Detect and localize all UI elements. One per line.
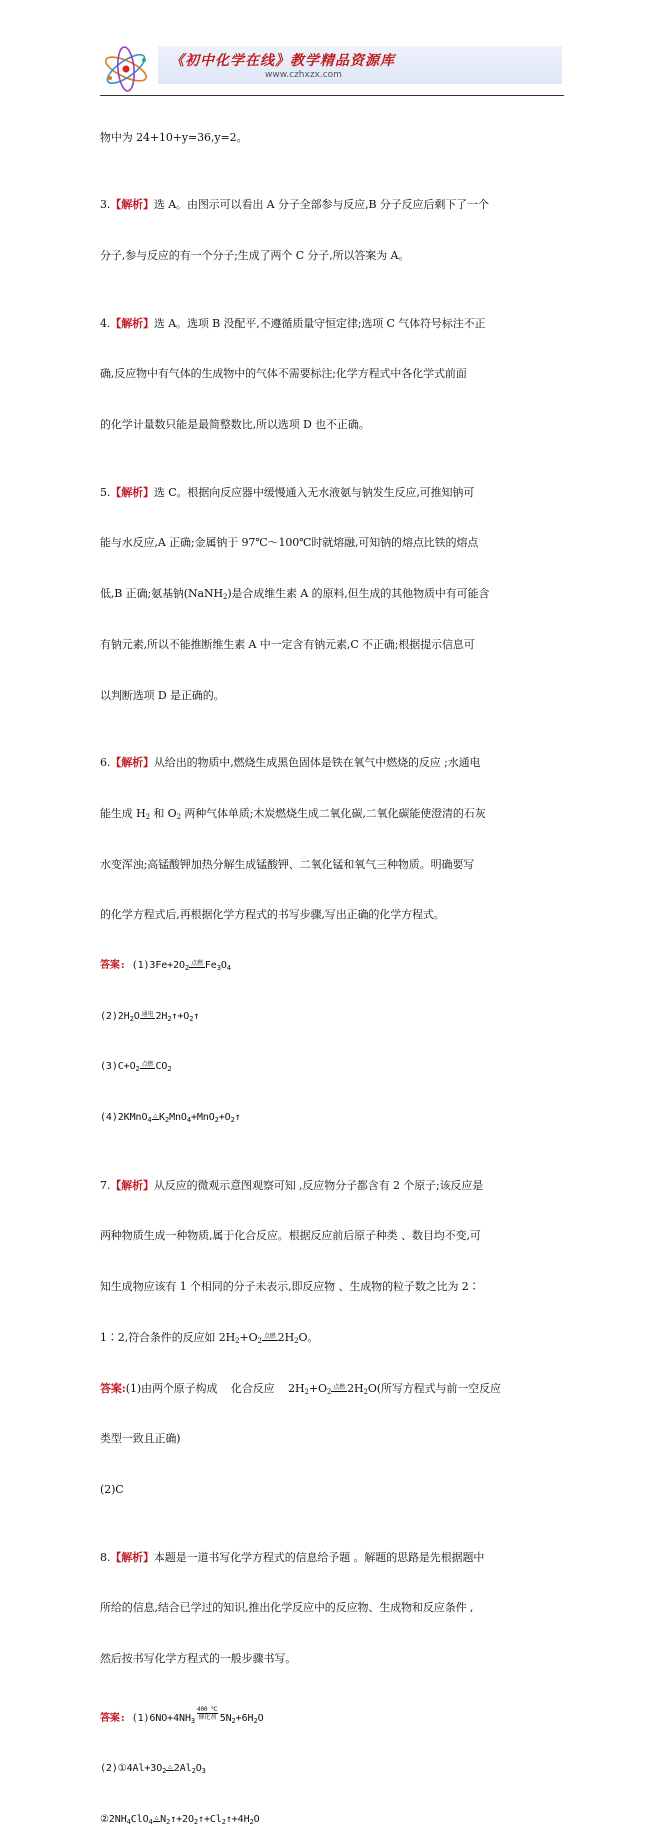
reaction-condition: △ (154, 1814, 159, 1822)
analysis-tag: 【解析】 (110, 756, 154, 770)
q6-answer-4: (4)2KMnO$_4$△ $K_2MnO_4+MnO_2+O_2↑$ (100, 1112, 241, 1125)
text-line: 所给的信息,结合已学过的知识,推出化学反应中的反应物、生成物和反应条件 , (100, 1601, 474, 1615)
site-title: 《初中化学在线》教学精品资源库 (170, 53, 395, 69)
text-line: 能生成 $H_2$ 和 $O_2$ 两种气体单质;木炭燃烧生成二氧化碳,二氧化碳能使澄清的石灰 (100, 806, 486, 821)
reaction-condition: 通电 (141, 1010, 154, 1018)
text-line: 的化学计量数只能是最简整数比,所以选项 D 也不正确。 (100, 418, 370, 432)
text-line: 低,B 正确;氨基钠(NaNH$_2$)是合成维生素 A 的原料,但生成的其他物质中有可能含 (100, 587, 490, 602)
text-line: 确,反应物中有气体的生成物中的气体不需要标注;化学方程式中各化学式前面 (100, 367, 467, 381)
reaction-condition: △ (168, 1763, 172, 1771)
reaction-condition: 点燃 (191, 959, 203, 967)
text-line: 知生成物应该有 1 个相同的分子未表示,即反应物 、生成物的粒子数之比为 2∶ (100, 1280, 480, 1294)
q7-answer-1: 答案:(1)由两个原子构成 化合反应 $2H_2+O_2$点燃 $2H_2O$(所写方程式与前一空反应 (100, 1381, 501, 1396)
answer-label: 答案: (100, 959, 126, 971)
text-line: 物中为 24+10+y=36,y=2。 (100, 130, 248, 144)
q3-line: 3.【解析】选 A。由图示可以看出 A 分子全部参与反应,B 分子反应后剩下了一个 (100, 198, 489, 212)
q6-answer-1: 答案: $(1)3Fe+2O_2$点燃 $Fe_3O_4$ (100, 959, 231, 972)
q7-line: 7.【解析】从反应的微观示意图观察可知 ,反应物分子都含有 2 个原子;该反应是 (100, 1178, 484, 1192)
text-line: 两种物质生成一种物质,属于化合反应。根据反应前后原子种类 、数目均不变,可 (100, 1229, 481, 1243)
analysis-tag: 【解析】 (110, 1550, 154, 1564)
q5-line: 5.【解析】选 C。根据向反应器中缓慢通入无水液氨与钠发生反应,可推知钠可 (100, 485, 475, 499)
q6-answer-3: $(3)C+O_2$点燃 $CO_2$ (100, 1061, 172, 1074)
text-line: 然后按书写化学方程式的一般步骤书写。 (100, 1651, 297, 1665)
text-line: 类型一致且正确) (100, 1432, 181, 1446)
text-line: 能与水反应,A 正确;金属钠于 97℃～100℃时就熔融,可知钠的熔点比铁的熔点 (100, 536, 479, 550)
q8-answer-1: 答案: $(1)6NO+4NH_3$ 400 ℃ 催化剂 $5N_2+6H_2O$ (100, 1705, 264, 1725)
site-url: www.czhxzx.com (265, 70, 342, 80)
q6-line: 6.【解析】从给出的物质中,燃烧生成黑色固体是铁在氧气中燃烧的反应 ;水通电 (100, 756, 481, 770)
text-line: 有钠元素,所以不能推断维生素 A 中一定含有钠元素,C 不正确;根据提示信息可 (100, 637, 475, 651)
q8-line: 8.【解析】本题是一道书写化学方程式的信息给予题 。解题的思路是先根据题中 (100, 1550, 485, 1564)
reaction-condition: 点燃 (263, 1332, 276, 1340)
text-line: 分子,参与反应的有一个分子;生成了两个 C 分子,所以答案为 A。 (100, 249, 410, 263)
text-line: 以判断选项 D 是正确的。 (100, 688, 225, 702)
solution-text (100, 96, 565, 1846)
answer-label: 答案: (100, 1712, 126, 1724)
text-line: 的化学方程式后,再根据化学方程式的书写步骤,写出正确的化学方程式。 (100, 908, 445, 922)
q8-answer-3: $②2NH_4ClO_4\triangle$ $N_2↑+2O_2↑+Cl_2↑+4H_2O$ (100, 1814, 260, 1827)
analysis-tag: 【解析】 (110, 316, 154, 330)
analysis-tag: 【解析】 (110, 485, 154, 499)
answer-label: 答案: (100, 1381, 126, 1395)
q4-line: 4.【解析】选 A。选项 B 没配平,不遵循质量守恒定律;选项 C 气体符号标注不正 (100, 316, 486, 330)
reaction-condition: 点燃 (333, 1383, 346, 1391)
reaction-condition: △ (153, 1112, 158, 1120)
atom-logo-icon (100, 46, 152, 92)
reaction-condition: 点燃 (141, 1061, 154, 1069)
text-line: 水变浑浊;高锰酸钾加热分解生成锰酸钾、二氧化锰和氧气三种物质。明确要写 (100, 857, 475, 871)
analysis-tag: 【解析】 (110, 198, 154, 212)
q7-answer-2: (2)C (100, 1482, 124, 1496)
page-header (100, 44, 563, 94)
text-line: 1∶2,符合条件的反应如 $2H_2+O_2$点燃 $2H_2O$。 (100, 1330, 319, 1345)
q6-answer-2: $(2)2H_2O$ 通电 $2H_2↑+O_2↑$ (100, 1010, 200, 1023)
q8-answer-2: $(2)①4Al+3O_2\triangle$ $2Al_2O_3$ (100, 1763, 206, 1776)
analysis-tag: 【解析】 (110, 1178, 154, 1192)
reaction-condition: 400 ℃ 催化剂 (197, 1705, 218, 1721)
